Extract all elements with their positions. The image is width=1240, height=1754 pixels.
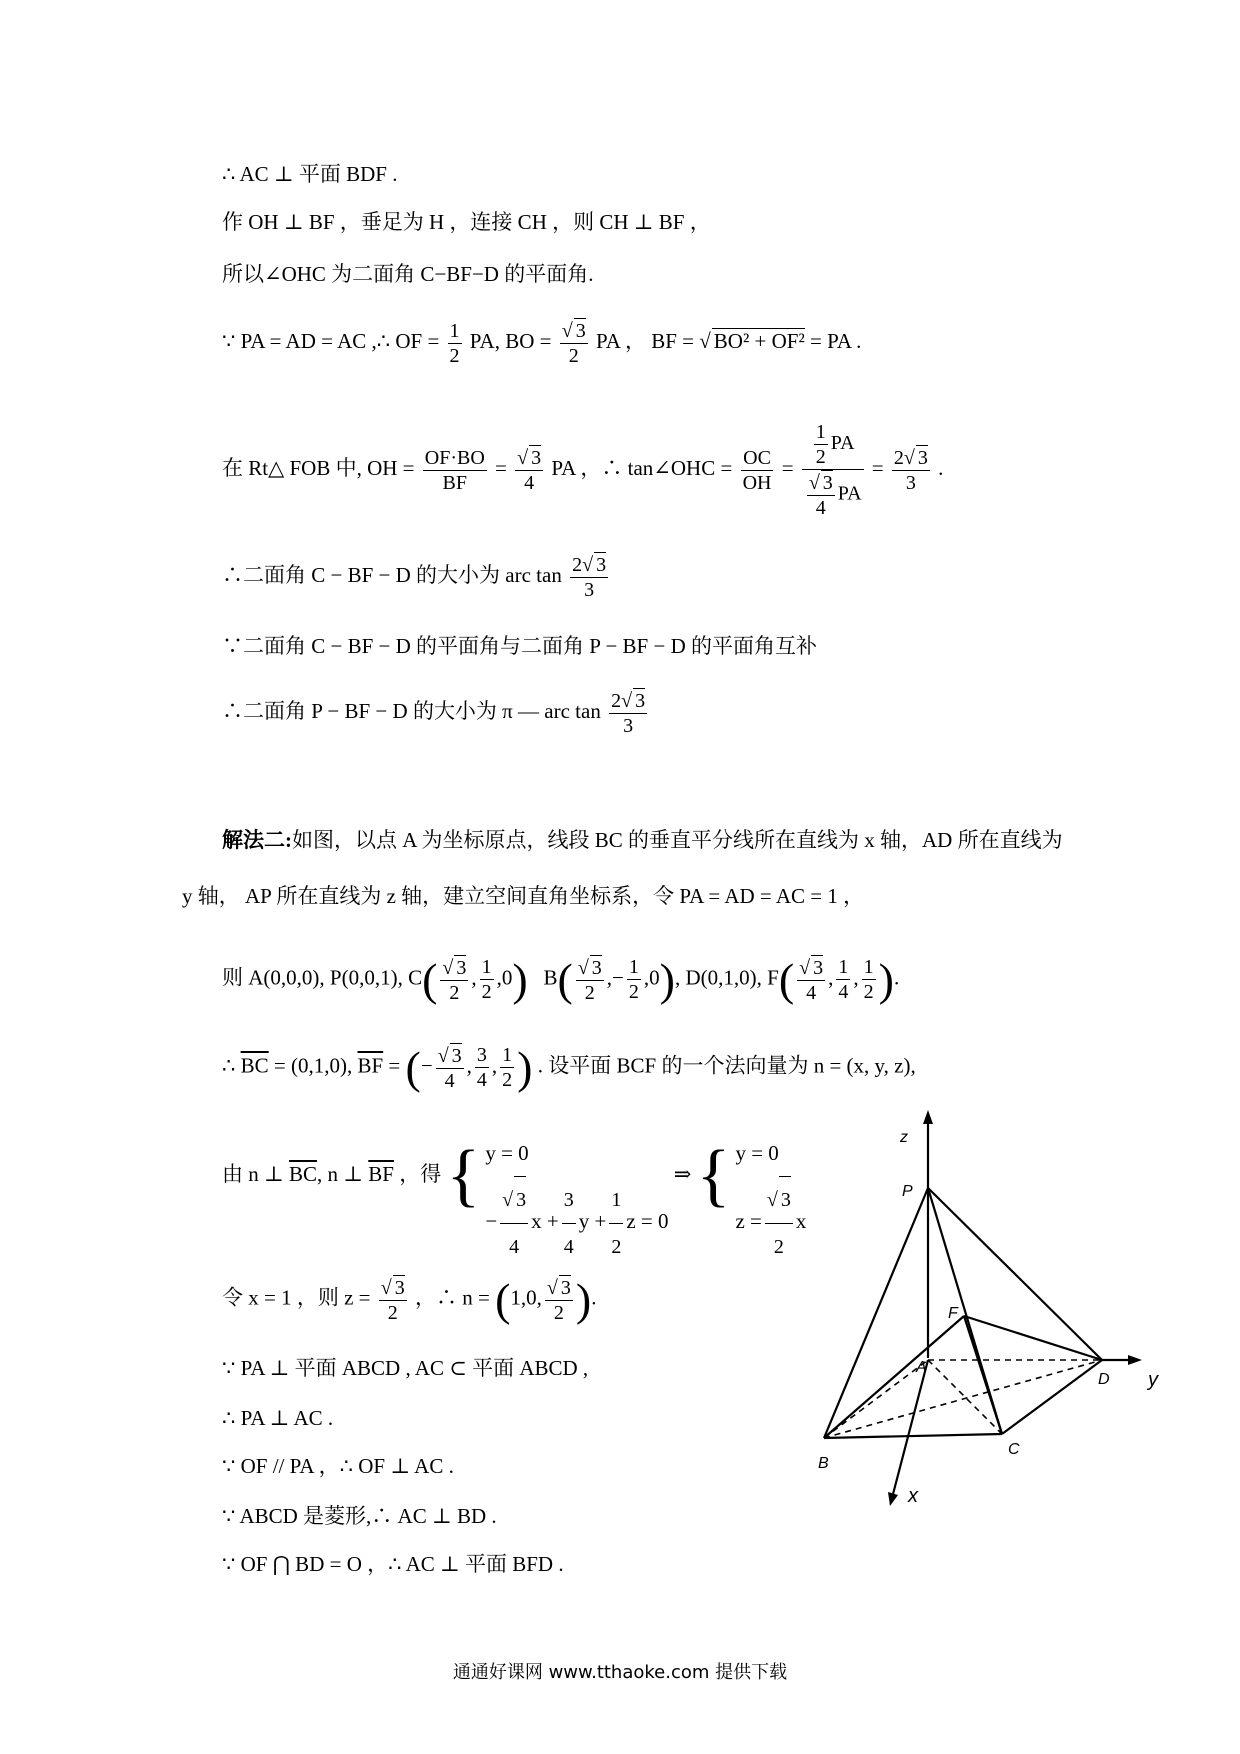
edge-bc [824, 1434, 1002, 1438]
fraction-sqrt3-4 [797, 955, 825, 1005]
num: 1 [863, 956, 874, 979]
num: OC [741, 446, 774, 471]
sqrt-sign: √ [766, 1189, 778, 1211]
label-d: D [1098, 1371, 1110, 1388]
eq-z [735, 1176, 807, 1258]
den: 2 [584, 981, 595, 1004]
num: 3 [476, 1044, 487, 1067]
sqrt-sign: √ [621, 690, 633, 712]
eq-y0: y = 0 [485, 1141, 529, 1165]
line-method-two [222, 828, 1063, 853]
label-c: C [1008, 1441, 1020, 1458]
line-of-parallel: ∵ OF // PA ，∴ OF ⊥ AC . [222, 1454, 454, 1478]
edge-cd [1002, 1360, 1102, 1434]
paren: ) [575, 1274, 592, 1325]
den: 2 [449, 344, 460, 367]
paren: ( [495, 1274, 511, 1325]
minus: − [612, 965, 624, 990]
coef: 2 [572, 554, 583, 576]
sqrt-radicand: 3 [591, 956, 602, 979]
x-axis [892, 1360, 928, 1498]
num: 1 [481, 956, 492, 979]
num: 1 [609, 1177, 623, 1224]
zero: 0 [526, 1285, 537, 1310]
label-y: y [1148, 1369, 1158, 1391]
sqrt-radicand: 3 [917, 447, 928, 469]
line-angle-ohc: 所以∠OHC 为二面角 C−BF−D 的平面角. [222, 262, 594, 286]
text-l12c: = [388, 1053, 401, 1078]
sqrt-radicand: 3 [779, 1176, 791, 1223]
den: 2 [863, 981, 874, 1004]
line-rt-fob [222, 420, 943, 520]
den: 2 [449, 981, 460, 1004]
eq-second [485, 1176, 669, 1258]
line-vectors: ∴ $\overline{BC} = (0,1,0)$, $\overline{BF}$ = (− $\frac{√ 3}{4}$ , $\frac{3}{4}$ , $\frac{1}{2}$ ) . 设平面 BCF 的一个法向量为 n = (x, y, z), [222, 1042, 916, 1093]
num: OF·BO [424, 446, 485, 469]
text-l11a: 则 A(0,0,0), P(0,0,1), C [222, 965, 423, 990]
text-l13d: ⇒ [673, 1161, 692, 1186]
den: 2 [387, 1301, 398, 1324]
compound-den [802, 470, 864, 520]
paren: ) [878, 954, 894, 1005]
line-axes: y 轴， AP 所在直线为 z 轴，建立空间直角坐标系，令 PA = AD = AC = 1 ， [182, 884, 865, 908]
sqrt-sign: √ [546, 1276, 558, 1299]
text-l12e: = (x, y, z), [829, 1053, 916, 1078]
fraction-sqrt3-over-4 [515, 445, 543, 495]
fraction-sqrt3-2 [545, 1275, 573, 1325]
paren: ) [659, 954, 675, 1005]
sqrt-radicand: 3 [514, 1176, 526, 1223]
den: 4 [838, 981, 849, 1004]
sqrt-sign: √ [502, 1189, 514, 1211]
vector-bf: $\overline{BF}$ [368, 1161, 394, 1186]
edge-bf [824, 1316, 964, 1438]
den: 3 [584, 579, 595, 601]
text-l14a: 令 x = 1 ，则 z = [222, 1285, 371, 1310]
paren: ) [517, 1042, 533, 1093]
sqrt-radicand: 3 [822, 472, 833, 494]
text-l14c: = [478, 1285, 490, 1310]
text-l12d: . 设平面 BCF 的一个法向量为 [537, 1053, 809, 1078]
sqrt-radicand: 3 [394, 1276, 405, 1299]
text-l5b: = [495, 455, 507, 480]
sqrt-sign: √ [561, 320, 573, 342]
num: 1 [502, 1044, 513, 1067]
brace: { [446, 1137, 481, 1214]
sqrt-sign: √ [582, 554, 594, 576]
fraction-2sqrt3-over-3 [609, 688, 647, 738]
edge-pb [824, 1188, 928, 1438]
vector-n: n [248, 1161, 259, 1186]
fraction-compound [802, 420, 864, 520]
coef: 2 [893, 447, 904, 469]
fraction-sqrt3-2 [576, 955, 604, 1005]
paren: ( [405, 1042, 421, 1093]
den: 4 [806, 981, 817, 1004]
system-right [735, 1130, 807, 1258]
eq-y0: y = 0 [735, 1141, 779, 1165]
text-l5c: PA ，∴ tan∠OHC = [551, 455, 733, 480]
fraction-2sqrt3-over-3 [570, 552, 608, 602]
den: 4 [444, 1069, 455, 1092]
den: 3 [905, 472, 916, 494]
text-l4b: PA, BO = [469, 328, 552, 353]
text-l13c: ，得 [399, 1161, 442, 1186]
den: 4 [815, 497, 826, 519]
method-two-title: 解法二: [222, 828, 292, 852]
num: 1 [815, 421, 826, 443]
text-l5f: . [938, 455, 944, 480]
text-l5d: = [781, 455, 794, 480]
sqrt-radicand: 3 [456, 956, 467, 979]
fraction-sqrt3-4 [436, 1043, 464, 1093]
den: 4 [524, 472, 535, 494]
vector-n: n [462, 1285, 473, 1310]
den: 2 [611, 1235, 622, 1258]
line-dihedral-pbfd [222, 688, 650, 738]
sqrt-bo-of: BO² + OF² [713, 328, 805, 353]
sqrt-sign: √ [699, 328, 711, 353]
sqrt-sign: √ [903, 447, 915, 469]
eq-part: z = 0 [626, 1208, 669, 1233]
sqrt-radicand: 3 [531, 447, 542, 469]
text-l4e: = PA . [810, 328, 862, 353]
vector-bc: $\overline{BC}$ [289, 1161, 318, 1186]
eq-part: x + [531, 1208, 559, 1233]
line-system: 由 n ⊥ $\overline{BC}$, n ⊥ $\overline{BF}$ ，得 { y = 0 − $\frac{√ 3}{4}$ x + $\frac{3}{4}$ y + $\frac{1}{2}$ z = 0 ⇒ { y = 0 z = $\frac{√ 3}{2}$ x [222, 1130, 806, 1222]
paren: ( [778, 954, 795, 1005]
fraction-half [627, 955, 641, 1004]
sqrt-sign: √ [799, 956, 811, 979]
num: 1 [628, 956, 639, 979]
edge-bd-hidden [824, 1360, 1102, 1438]
num: 1 [449, 319, 460, 342]
minus: − [420, 1053, 433, 1078]
z-arrow [923, 1110, 933, 1124]
coef: 2 [611, 690, 622, 712]
den: 4 [563, 1235, 574, 1258]
den: BF [442, 471, 468, 494]
fraction-sqrt3-2 [379, 1275, 407, 1325]
paren: ( [557, 954, 573, 1005]
den: 3 [623, 715, 634, 737]
sqrt-sign: √ [808, 472, 820, 494]
paren: ( [422, 954, 438, 1005]
text-l14b: ，∴ [415, 1285, 457, 1310]
fraction-half [480, 955, 494, 1004]
zero: 0 [501, 965, 513, 990]
line-draw-oh: 作 OH ⊥ BF ，垂足为 H ，连接 CH ，则 CH ⊥ BF ， [222, 210, 711, 234]
sqrt-radicand: 3 [560, 1276, 571, 1299]
line-dihedral-size [222, 552, 611, 602]
fraction-half [862, 955, 876, 1004]
sqrt-sign: √ [442, 956, 454, 979]
text-l4c: PA ， BF = [595, 328, 695, 353]
one: 1 [510, 1285, 521, 1310]
line-pa-perp: ∵ PA ⊥ 平面 ABCD , AC ⊂ 平面 ABCD , [222, 1356, 589, 1380]
fraction-half [500, 1043, 514, 1092]
vector-bc: $\overline{BC}$ [240, 1053, 269, 1078]
sqrt-radicand: 3 [635, 690, 646, 712]
den: 2 [553, 1301, 564, 1324]
eq-part: x [795, 1208, 807, 1233]
pa: PA [830, 432, 855, 455]
fraction-oc-oh [741, 446, 774, 495]
fraction-3-4 [475, 1043, 489, 1092]
eq-part: z = [735, 1208, 762, 1233]
vector-bf: $\overline{BF}$ [357, 1053, 384, 1078]
text-l8a: ∴二面角 P − BF − D 的大小为 π — arc tan [222, 698, 601, 723]
pa: PA [837, 482, 862, 505]
den: 2 [628, 981, 639, 1004]
den: 4 [509, 1236, 520, 1258]
num: 1 [838, 956, 849, 979]
text-l6a: ∴二面角 C − BF − D 的大小为 arc tan [222, 562, 562, 587]
edge-fc [964, 1316, 1002, 1434]
sqrt-radicand: 3 [451, 1044, 462, 1067]
sqrt-radicand: 3 [575, 320, 586, 342]
den: 2 [502, 1069, 513, 1092]
eq-part: y + [578, 1208, 607, 1233]
fraction-ofbo-bf [423, 446, 487, 495]
line-pa-perp-ac: ∴ PA ⊥ AC . [222, 1406, 334, 1430]
text-l5e: = [871, 455, 884, 480]
brace: { [696, 1137, 731, 1214]
label-x: x [908, 1485, 918, 1507]
zero: 0 [649, 965, 660, 990]
den: 4 [476, 1069, 487, 1092]
den: 2 [481, 981, 492, 1004]
text-l12b: = (0,1,0), [273, 1053, 353, 1078]
text-l13a: 由 [222, 1161, 243, 1186]
paren: ) [512, 954, 528, 1005]
text-l13b: ⊥ [264, 1161, 284, 1186]
label-a: A [916, 1359, 927, 1376]
den: 2 [568, 345, 579, 367]
num: 3 [562, 1177, 576, 1224]
y-arrow [1128, 1355, 1142, 1365]
vector-n: n [813, 1053, 825, 1078]
sqrt-sign: √ [437, 1044, 449, 1067]
text-l13b: ⊥ [343, 1161, 364, 1186]
footer-source: 通通好课网 www.tthaoke.com 提供下载 [452, 1662, 788, 1683]
vector-n: n [327, 1161, 339, 1186]
system-left [485, 1130, 669, 1258]
den: OH [742, 471, 772, 494]
text-l12a: ∴ [222, 1053, 236, 1078]
text-l11b: B [543, 965, 558, 990]
sqrt-radicand: 3 [813, 956, 824, 979]
line-ac-perp-bfd: ∵ OF ⋂ BD = O ，∴ AC ⊥ 平面 BFD . [222, 1552, 564, 1576]
line-coordinates: 则 A(0,0,0), P(0,0,1), C( $\frac{√ 3}{2}$ , $\frac{1}{2}$ ,0) B( $\frac{√ 3}{2}$ ,− $\frac{1}{2}$ ,0), D(0,1,0), F( $\frac{√ 3}{4}$ , $\frac{1}{4}$ , $\frac{1}{2}$ ). [222, 954, 900, 1005]
sqrt-sign: √ [517, 447, 529, 469]
label-p: P [902, 1183, 913, 1200]
sqrt-sign: √ [380, 1276, 392, 1299]
fraction-2sqrt3-over-3 [892, 445, 930, 495]
text-l11c: , D(0,1,0), F [674, 965, 779, 990]
den: 2 [773, 1236, 784, 1258]
label-b: B [818, 1455, 829, 1472]
line-set-x: 令 x = 1 ，则 z = $\frac{√ 3}{2}$ ，∴ n = (1,0, $\frac{√ 3}{2}$ ). [222, 1274, 597, 1325]
compound-num [802, 420, 864, 470]
fraction-sqrt3-over-2 [560, 318, 588, 368]
sqrt-radicand: 3 [596, 554, 607, 576]
text-l5a: 在 Rt△ FOB 中, OH = [222, 455, 415, 480]
text-l4a: ∵ PA = AD = AC ,∴ OF = [222, 328, 440, 353]
x-arrow [888, 1492, 898, 1506]
sqrt-sign: √ [577, 956, 589, 979]
line-supplementary: ∵二面角 C − BF − D 的平面角与二面角 P − BF − D 的平面角互补 [222, 634, 817, 658]
fraction-sqrt3-2 [440, 955, 468, 1005]
line-rhombus: ∵ ABCD 是菱形,∴ AC ⊥ BD . [222, 1504, 497, 1528]
den: 2 [815, 446, 826, 468]
pyramid-figure [812, 1108, 1172, 1508]
fraction-quarter [836, 955, 850, 1004]
label-z: z [900, 1129, 908, 1146]
label-f: F [948, 1305, 958, 1322]
line-ac-perp-plane: ∴ AC ⊥ 平面 BDF . [222, 162, 398, 186]
fraction-half [448, 319, 462, 368]
text-l9b: 如图，以点 A 为坐标原点，线段 BC 的垂直平分线所在直线为 x 轴，AD 所在直线为 [292, 828, 1063, 852]
minus: − [485, 1208, 498, 1233]
line-pa-equal [222, 318, 861, 368]
